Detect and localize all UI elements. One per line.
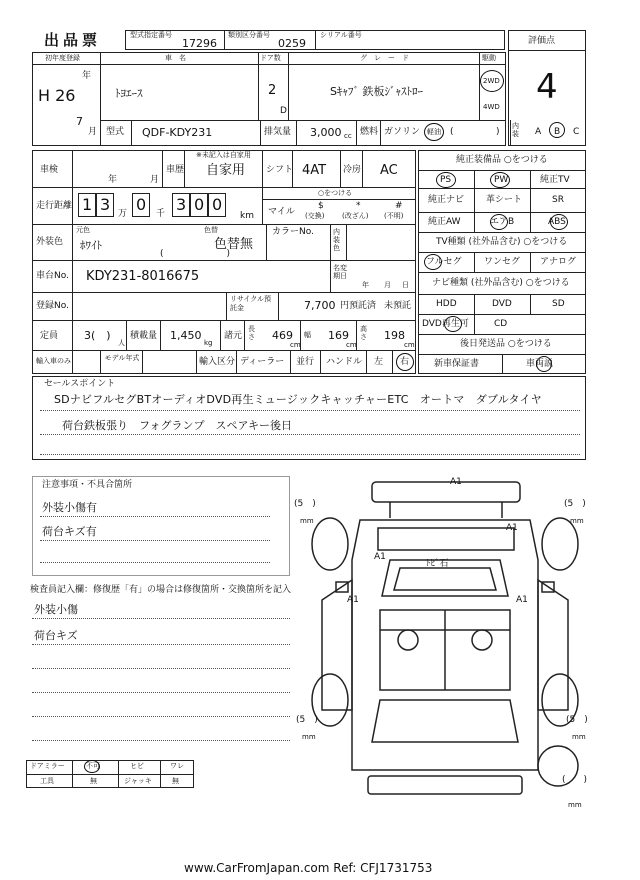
drive-2wd-circle [480, 70, 504, 92]
sales-line-2: 荷台鉄板張り フォグランプ スペアキー後日 [62, 419, 293, 432]
ac-value: AC [380, 163, 398, 178]
post-warranty: 新車保証書 [434, 359, 480, 369]
equip-abs: ABS [548, 217, 566, 227]
mileage-sen: 千 [156, 209, 166, 219]
use-value: 自家用 [206, 163, 246, 178]
change-year: 年 [362, 281, 369, 289]
use-note: ※未記入は自家用 [196, 151, 251, 159]
interior-label: 内装 [512, 122, 519, 138]
mirror-value: 不可 [86, 762, 100, 770]
equip-sr: SR [552, 195, 564, 205]
drive-label: 駆動 [482, 54, 496, 62]
equip-ps: PS [440, 175, 452, 185]
year-unit: 年 [82, 71, 92, 81]
color-label: 外装色 [36, 237, 64, 247]
jack-value: 無 [172, 777, 179, 785]
inspect-month-unit: 月 [150, 175, 160, 185]
mileage-digit-6: 0 [212, 195, 223, 214]
car-name-label: 車 名 [165, 54, 186, 62]
change-day: 日 [402, 281, 409, 289]
drive-4wd: 4WD [483, 103, 500, 111]
navi-dvd-circle [444, 316, 462, 332]
sales-label: セールスポイント [44, 379, 116, 389]
tread-fr-unit: mm [572, 733, 586, 741]
capacity-value: 3( ) [84, 329, 111, 342]
note-line-2: 荷台キズ有 [42, 525, 97, 538]
displacement-value: 3,000 [310, 126, 342, 139]
tv-fullseg: フルセグ [426, 257, 462, 267]
crack-label: ヒビ [130, 762, 144, 770]
interior-b: B [554, 127, 561, 137]
mileage-digit-5: 0 [194, 195, 205, 214]
equip-abs-circle [550, 214, 568, 230]
jack-label: ジャッキ [124, 777, 152, 785]
displacement-label: 排気量 [264, 127, 292, 137]
ac-label: 冷房 [343, 165, 362, 175]
fuel-gasoline: ガソリン [384, 127, 421, 137]
chassis-label: 車台No. [36, 271, 69, 281]
diagram-a1-fl: A1 [347, 595, 359, 605]
tread-fl: (5 ) [296, 715, 318, 725]
change-month: 月 [384, 281, 391, 289]
mileage-s3b: (不明) [384, 212, 404, 220]
navi-dvd: DVD [492, 299, 512, 309]
tread-fl-unit: mm [302, 733, 316, 741]
hgt-unit: cm [404, 341, 415, 349]
mileage-s1b: (交換) [305, 212, 325, 220]
navi-dvd-play: DVD再生可 [422, 319, 469, 329]
chip-label: ワレ [170, 762, 184, 770]
tread-rr-unit: mm [570, 517, 584, 525]
navi-cd: CD [494, 319, 508, 329]
tv-analog: アナログ [540, 257, 577, 267]
mirror-label: ドアミラー [30, 762, 65, 770]
handle-label: ハンドル [326, 357, 363, 367]
cur-color-value: 色替無 [214, 237, 254, 252]
footer-watermark: www.CarFromJapan.com Ref: CFJ1731753 [184, 861, 433, 875]
capacity-label: 定員 [40, 331, 59, 341]
interior-circle [549, 122, 565, 138]
tread-spare: ( ) [562, 775, 588, 785]
fuel-paren: ( [450, 127, 454, 137]
mileage-man: 万 [118, 209, 128, 219]
fuel-diesel: 軽油 [427, 128, 441, 136]
drive-2wd: 2WD [483, 77, 500, 85]
tv-oneseg: ワンセグ [484, 257, 521, 267]
post-title: 後日発送品 ○をつける [460, 339, 552, 349]
load-label: 積載量 [130, 331, 158, 341]
inspection-label: 車検 [40, 165, 59, 175]
cur-color-label: 色替 [204, 226, 218, 234]
mileage-digit-1: 1 [82, 195, 93, 214]
diagram-a1-left: A1 [374, 552, 386, 562]
mileage-mile: マイル [268, 207, 295, 217]
chassis-value: KDY231-8016675 [86, 269, 200, 284]
mileage-s3: # [395, 201, 403, 211]
equip-airbag: エアB [490, 217, 515, 227]
door-label: ドア数 [260, 54, 281, 62]
type-number-label: 型式指定番号 [130, 31, 172, 39]
len-label: 長さ [248, 325, 255, 341]
interior-c: C [573, 127, 580, 137]
navi-sd: SD [552, 299, 565, 309]
first-reg-era: H 26 [38, 86, 76, 105]
inspect-year-unit: 年 [108, 175, 118, 185]
first-reg-month: 7 [76, 115, 83, 128]
diagram-windshield: ﾄﾋﾞ石 [426, 559, 449, 569]
model-value: QDF-KDY231 [142, 126, 213, 139]
reg-label: 登録No. [36, 301, 69, 311]
color-paren: ( ) [160, 249, 231, 259]
car-diagram [290, 470, 600, 815]
displacement-unit: cc [344, 132, 352, 140]
equip-leather: 革シート [486, 195, 523, 205]
equip-navi: 純正ナビ [428, 195, 465, 205]
score-value: 4 [536, 67, 558, 107]
mileage-s2b: (改ざん) [342, 212, 369, 220]
inspector-title: 検査員記入欄：修復歴「有」の場合は修復箇所・交換箇所を記入 [30, 585, 292, 595]
fuel-paren-close: ) [496, 127, 500, 137]
handle-right: 右 [400, 357, 410, 367]
handle-left: 左 [374, 357, 384, 367]
diagram-a1-top: A1 [450, 477, 462, 487]
import-label: 輸入車のみ [36, 357, 71, 365]
equip-pw: PW [494, 175, 509, 185]
type-number-value: 17296 [182, 37, 217, 50]
recycle-unpaid: 未預託 [384, 301, 412, 311]
shift-label: シフト [266, 165, 294, 175]
len-unit: cm [290, 341, 301, 349]
navi-title: ナビ種類 (社外品含む) ○をつける [432, 278, 570, 288]
serial-number-label: シリアル番号 [320, 31, 362, 39]
door-suffix: D [280, 106, 287, 116]
hgt-label: 高さ [360, 325, 367, 341]
mileage-unit: km [240, 211, 254, 221]
tv-title: TV種類 (社外品含む) ○をつける [436, 237, 568, 247]
color-no-label: カラーNo. [272, 227, 314, 237]
notes-title: 注意事項・不具合箇所 [42, 480, 133, 490]
tv-fullseg-circle [424, 254, 442, 270]
car-name-value: ﾄﾖｴｰｽ [115, 87, 143, 100]
mileage-s1: $ [318, 201, 324, 211]
grade-label: グ レ ー ド [360, 54, 409, 62]
grade-value: Sｷｬﾌﾞ 鉄板ｼﾞｬｽﾄﾛｰ [330, 85, 423, 98]
use-label: 車歴 [166, 165, 185, 175]
tools-value: 無 [90, 777, 97, 785]
change-label: 名変期日 [333, 264, 347, 281]
tread-spare-unit: mm [568, 801, 582, 809]
equip-tv: 純正TV [540, 175, 570, 185]
door-value: 2 [268, 83, 277, 98]
orig-color-value: ﾎﾜｲﾄ [80, 239, 102, 252]
wid-label: 幅 [304, 331, 311, 339]
equip-ps-circle [436, 172, 456, 188]
diagram-a1-fr: A1 [516, 595, 528, 605]
import-parallel: 並行 [296, 357, 315, 367]
wid-value: 169 [328, 329, 349, 342]
tread-rl-unit: mm [300, 517, 314, 525]
orig-color-label: 元色 [76, 226, 90, 234]
tread-rl: (5 ) [294, 499, 316, 509]
model-year-label: モデル年式 [104, 354, 140, 362]
first-reg-label: 初年度登録 [45, 54, 80, 62]
score-label: 評価点 [528, 36, 556, 46]
fuel-label: 燃料 [360, 127, 379, 137]
inspector-line-2: 荷台キズ [34, 629, 78, 642]
inspector-line-1: 外装小傷 [34, 603, 78, 616]
tools-label: 工具 [40, 777, 54, 785]
mileage-label: 走行距離 [36, 201, 73, 211]
mileage-note: ○をつける [318, 189, 353, 197]
mileage-digit-4: 3 [176, 195, 187, 214]
interior-a: A [535, 127, 542, 137]
equip-airbag-circle [490, 214, 508, 230]
hgt-value: 198 [384, 329, 405, 342]
recycle-label: リサイクル預託金 [230, 295, 272, 313]
post-manual-circle [536, 356, 552, 372]
handle-circle [396, 353, 414, 371]
sales-line-1: SDナビフルセグBTオーディオDVD再生ミュージックキャッチャーETC オートマ ダブルタイヤ [54, 393, 542, 406]
tread-rr: (5 ) [564, 499, 586, 509]
len-value: 469 [272, 329, 293, 342]
wid-unit: cm [346, 341, 357, 349]
post-manual: 車両説 [526, 359, 554, 369]
mileage-digit-2: 3 [100, 195, 111, 214]
note-line-1: 外装小傷有 [42, 501, 97, 514]
equip-aw: 純正AW [428, 217, 461, 227]
diagram-a1-right: A1 [506, 523, 518, 533]
import-dealer: ディーラー [240, 357, 285, 367]
equip-pw-circle [490, 172, 510, 188]
recycle-value: 7,700 [304, 299, 336, 312]
capacity-unit: 人 [118, 339, 125, 347]
mileage-digit-3: 0 [136, 195, 147, 214]
load-value: 1,450 [170, 329, 202, 342]
dim-label: 諸元 [224, 331, 243, 341]
load-unit: kg [204, 339, 213, 347]
shift-value: 4AT [302, 163, 327, 178]
import-class-label: 輸入区分 [199, 357, 236, 367]
navi-hdd: HDD [436, 299, 457, 309]
interior-color-label: 内装色 [333, 228, 340, 253]
model-label: 型式 [106, 127, 125, 137]
fuel-circle [424, 123, 444, 141]
sheet-title: 出品票 [44, 31, 102, 49]
tread-fr: (5 ) [566, 715, 588, 725]
mileage-s2: * [356, 201, 361, 211]
month-unit: 月 [88, 127, 98, 137]
class-number-label: 類別区分番号 [228, 31, 270, 39]
class-number-value: 0259 [278, 37, 306, 50]
equipment-title: 純正装備品 ○をつける [456, 155, 548, 165]
mirror-circle [84, 760, 100, 773]
recycle-unit: 円預託済 [340, 301, 377, 311]
